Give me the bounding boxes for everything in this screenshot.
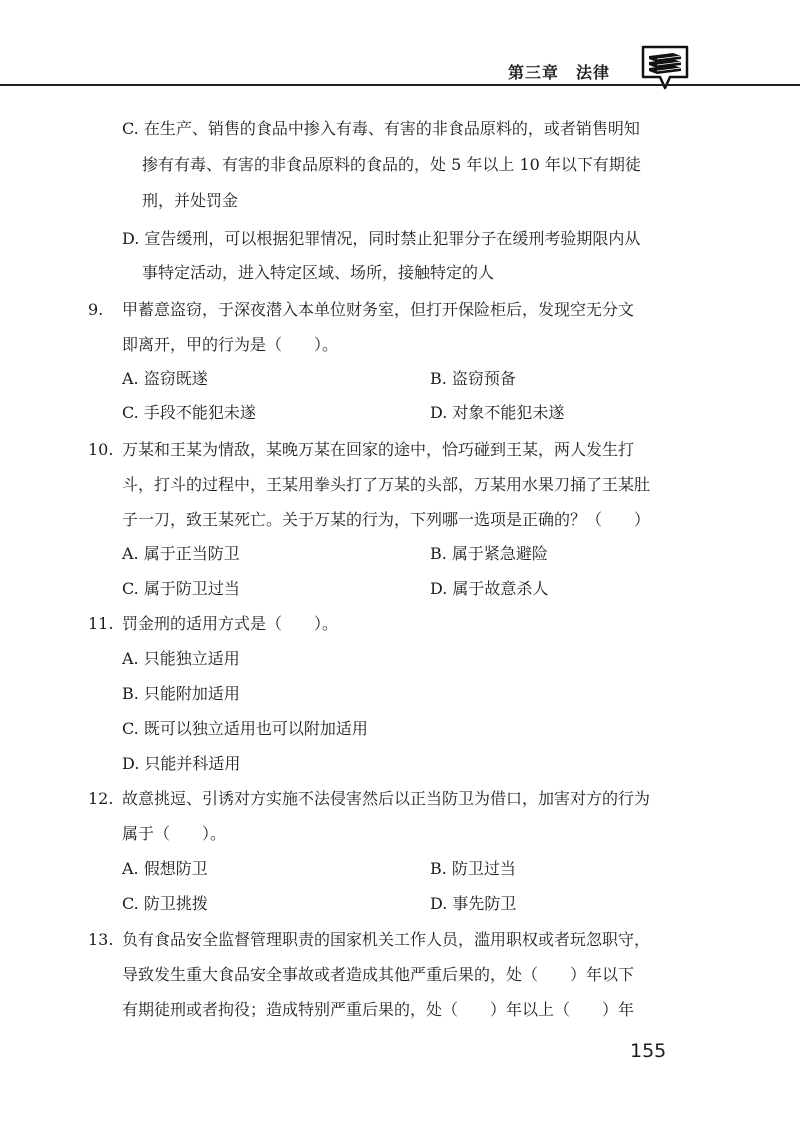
option-d-line-2: 事特定活动，进入特定区域、场所，接触特定的人 xyxy=(142,263,495,282)
option-d-line-1: D. 宣告缓刑，可以根据犯罪情况，同时禁止犯罪分子在缓刑考验期限内从 xyxy=(122,229,641,248)
option-c-line-3: 刑，并处罚金 xyxy=(142,191,239,210)
question-11-option-c: C. 既可以独立适用也可以附加适用 xyxy=(122,719,368,738)
question-9-line-2: 即离开，甲的行为是（ ）。 xyxy=(122,335,339,354)
question-13-line-3: 有期徒刑或者拘役；造成特别严重后果的，处（ ）年以上（ ）年 xyxy=(122,1000,635,1019)
option-c-line-1: C. 在生产、销售的食品中掺入有毒、有害的非食品原料的，或者销售明知 xyxy=(122,119,640,138)
question-11-option-a: A. 只能独立适用 xyxy=(122,649,240,668)
question-10-option-b: B. 属于紧急避险 xyxy=(430,544,548,563)
question-11-line-1: 罚金刑的适用方式是（ ）。 xyxy=(122,614,339,633)
question-10-option-a: A. 属于正当防卫 xyxy=(122,544,240,563)
question-12-option-b: B. 防卫过当 xyxy=(430,859,516,878)
header-rule xyxy=(0,84,800,86)
question-9-number: 9. xyxy=(88,300,104,319)
option-c-line-2: 掺有有毒、有害的非食品原料的食品的，处 5 年以上 10 年以下有期徒 xyxy=(142,155,641,174)
question-12-option-c: C. 防卫挑拨 xyxy=(122,894,208,913)
question-10-line-1: 万某和王某为情敌，某晚万某在回家的途中，恰巧碰到王某，两人发生打 xyxy=(122,440,635,459)
question-10-option-c: C. 属于防卫过当 xyxy=(122,579,240,598)
question-11-option-b: B. 只能附加适用 xyxy=(122,684,240,703)
question-13-line-2: 导致发生重大食品安全事故或者造成其他严重后果的，处（ ）年以下 xyxy=(122,965,635,984)
question-12-option-d: D. 事先防卫 xyxy=(430,894,517,913)
question-10-line-2: 斗，打斗的过程中，王某用拳头打了万某的头部，万某用水果刀捅了王某肚 xyxy=(122,475,651,494)
question-11-option-d: D. 只能并科适用 xyxy=(122,754,241,773)
question-10-number: 10. xyxy=(88,440,114,459)
question-9-option-d: D. 对象不能犯未遂 xyxy=(430,403,565,422)
question-12-line-2: 属于（ ）。 xyxy=(122,824,227,843)
chapter-title: 第三章 法律 xyxy=(508,63,611,82)
question-10-option-d: D. 属于故意杀人 xyxy=(430,579,549,598)
page-number: 155 xyxy=(630,1040,667,1062)
question-12-option-a: A. 假想防卫 xyxy=(122,859,208,878)
question-9-option-b: B. 盗窃预备 xyxy=(430,369,516,388)
question-12-line-1: 故意挑逗、引诱对方实施不法侵害然后以正当防卫为借口，加害对方的行为 xyxy=(122,789,651,808)
question-13-line-1: 负有食品安全监督管理职责的国家机关工作人员，滥用职权或者玩忽职守， xyxy=(122,930,651,949)
question-10-line-3: 子一刀，致王某死亡。关于万某的行为，下列哪一选项是正确的？（ ） xyxy=(122,510,651,529)
question-12-number: 12. xyxy=(88,789,114,808)
question-9-option-c: C. 手段不能犯未遂 xyxy=(122,403,256,422)
question-11-number: 11. xyxy=(88,614,114,633)
page-header xyxy=(0,0,800,100)
question-9-option-a: A. 盗窃既遂 xyxy=(122,369,208,388)
question-13-number: 13. xyxy=(88,930,114,949)
question-9-line-1: 甲蓄意盗窃，于深夜潜入本单位财务室，但打开保险柜后，发现空无分文 xyxy=(122,300,635,319)
